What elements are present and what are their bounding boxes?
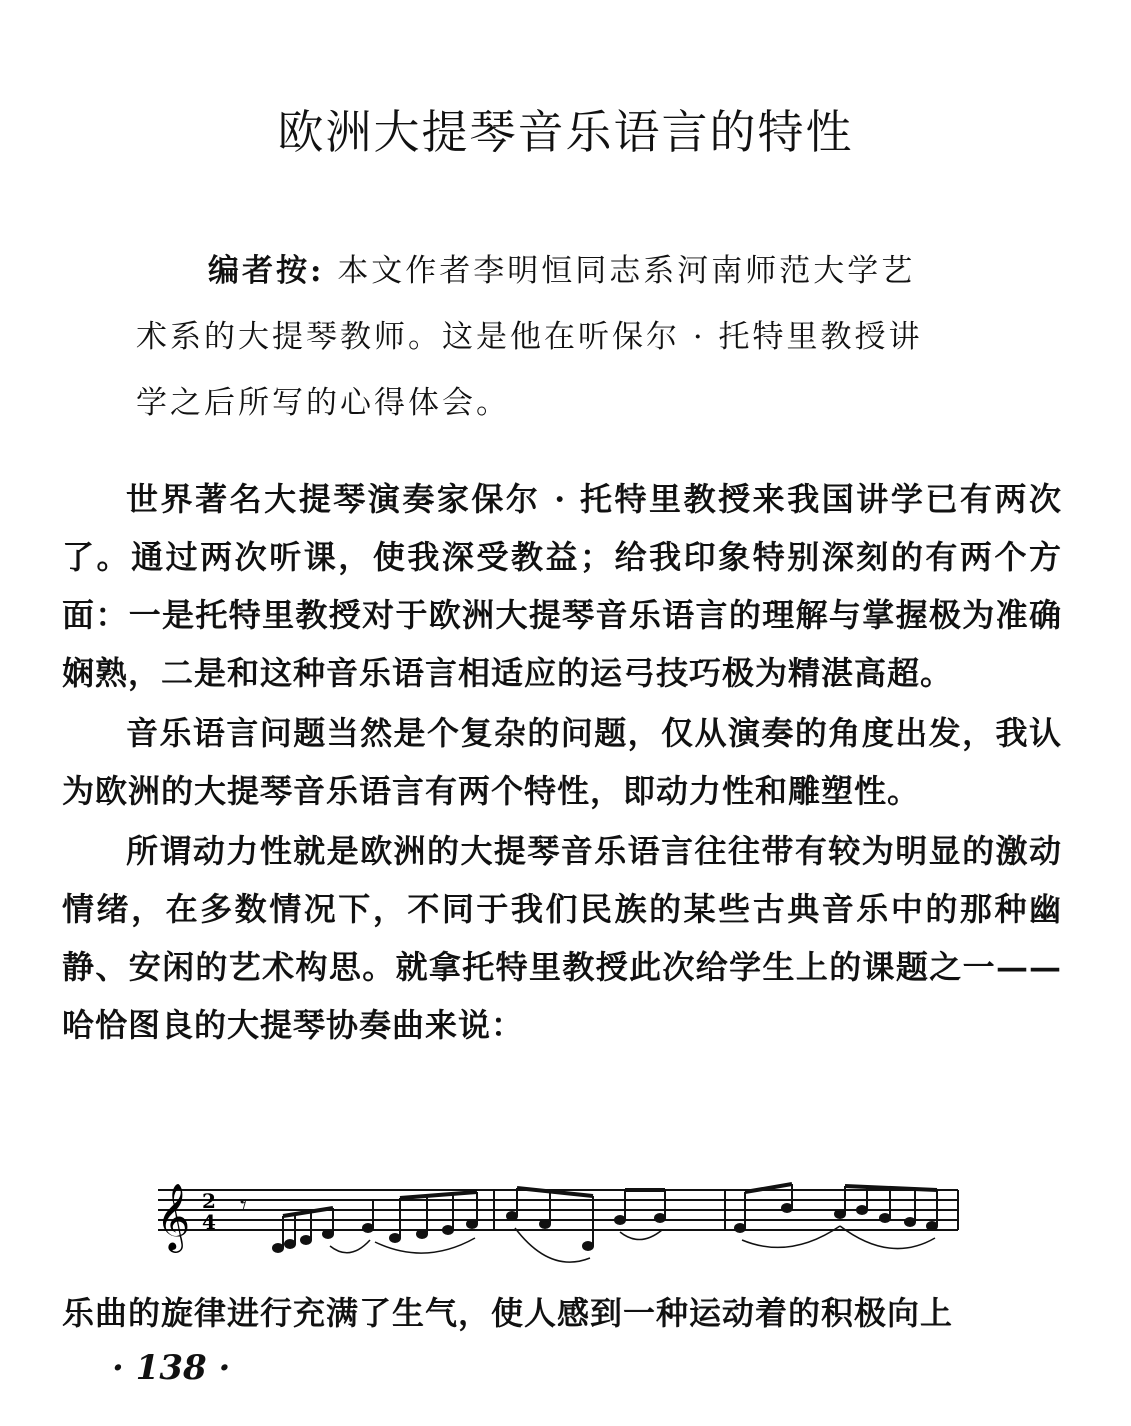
editor-note-line-3: 学之后所写的心得体会。 [136, 385, 510, 421]
editor-note-line-1 [136, 238, 996, 304]
editor-note-line-2: 术系的大提琴教师。这是他在听保尔 · 托特里教授讲 [136, 319, 923, 355]
editor-note-label: 编者按: [208, 253, 325, 289]
treble-clef-icon: 𝄞 [156, 1182, 191, 1250]
svg-text:𝄾: 𝄾 [240, 1191, 247, 1221]
page-title: 欧洲大提琴音乐语言的特性 [277, 105, 854, 159]
editor-note [136, 238, 996, 436]
paragraph-1: 世界著名大提琴演奏家保尔 · 托特里教授来我国讲学已有两次了。通过两次听课，使我深受教益；给我印象特别深刻的有两个方面：一是托特里教授对于欧洲大提琴音乐语言的理解与掌握极为准确娴熟，二是和这种音乐语言相适应的运弓技巧极为精湛高超。 [62, 480, 1062, 692]
time-signature-top: 2 [202, 1189, 216, 1213]
paragraph-4-start: 乐曲的旋律进行充满了生气，使人感到一种运动着的积极向上 [62, 1294, 954, 1332]
time-signature-bottom: 4 [202, 1210, 216, 1234]
article-body [62, 470, 1062, 1056]
paragraph-3: 所谓动力性就是欧洲的大提琴音乐语言往往带有较为明显的激动情绪，在多数情况下，不同于我们民族的某些古典音乐中的那种幽静、安闲的艺术构思。就拿托特里教授此次给学生上的课题之一——哈恰图良的大提琴协奏曲来说： [62, 832, 1062, 1044]
notes [240, 1184, 937, 1252]
editor-note-text-1: 本文作者李明恒同志系河南师范大学艺 [337, 253, 916, 289]
page-number: · 138 · [112, 1348, 231, 1388]
music-example [150, 1168, 965, 1278]
paragraph-2: 音乐语言问题当然是个复杂的问题，仅从演奏的角度出发，我认为欧洲的大提琴音乐语言有两个特性，即动力性和雕塑性。 [62, 714, 1062, 810]
